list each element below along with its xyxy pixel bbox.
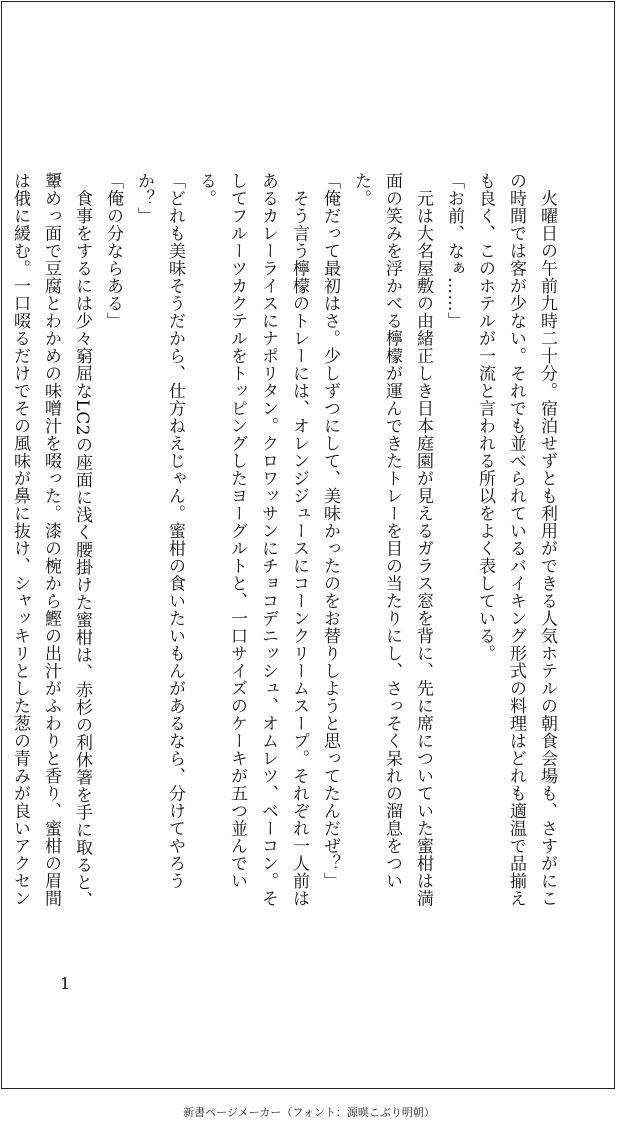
vertical-body-text: [10, 172, 562, 912]
paragraph-6: 「どれも美味そうだから、仕方ねえじゃん。蜜柑の食いたいもんがあるなら、分けてやろうか？」: [134, 172, 185, 890]
paragraph-5: そう言う檸檬のトレーには、オレンジジュースにコーンクリームスープ。それぞれ一人前はあるカレーライスにナポリタン。クロワッサンにチョコデニッシュ、オムレツ、ベーコン。そしてフルーツカクテルをトッピングしたヨーグルトと、一口サイズのケーキが五つ並んでいる。: [196, 172, 309, 907]
page-frame: [1, 1, 615, 1089]
paragraph-2: 「お前、なぁ……」: [444, 172, 464, 330]
paragraph-4: 「俺だって最初はさ。少しずつにして、美味かったのをお替りしようと思ってたんだぜ？」: [320, 172, 340, 890]
paragraph-7: 「俺の分ならある」: [103, 172, 123, 330]
page-number: 1: [60, 974, 71, 993]
footer-credit: 新書ページメーカー（フォント：源暎こぶり明朝）: [183, 1106, 435, 1119]
paragraph-1: 火曜日の午前九時二十分。宿泊せずとも利用ができる人気ホテルの朝食会場も、さすがにこの時間では客が少ない。それでも並べられているバイキング形式の料理はどれも適温で品揃えも良く、このホテルが一流と言われる所以をよく表している。: [475, 172, 557, 907]
paragraph-3: 元は大名屋敷の由緒正しき日本庭園が見えるガラス窓を背に、先に席についていた蜜柑は満面の笑みを浮かべる檸檬が運んできたトレーを目の当たりにし、さっそく呆れの溜息をついた。: [351, 172, 433, 907]
paragraph-8: 食事をするには少々窮屈なLC2の座面に浅く腰掛けた蜜柑は、赤杉の利休箸を手に取ると、顰めっ面で豆腐とわかめの味噌汁を啜った。漆の椀から鰹の出汁がふわりと香り、蜜柑の眉間は俄に緩む。一口啜るだけでその風味が鼻に抜け、シャッキリとした葱の青みが良いアクセン: [10, 172, 92, 909]
